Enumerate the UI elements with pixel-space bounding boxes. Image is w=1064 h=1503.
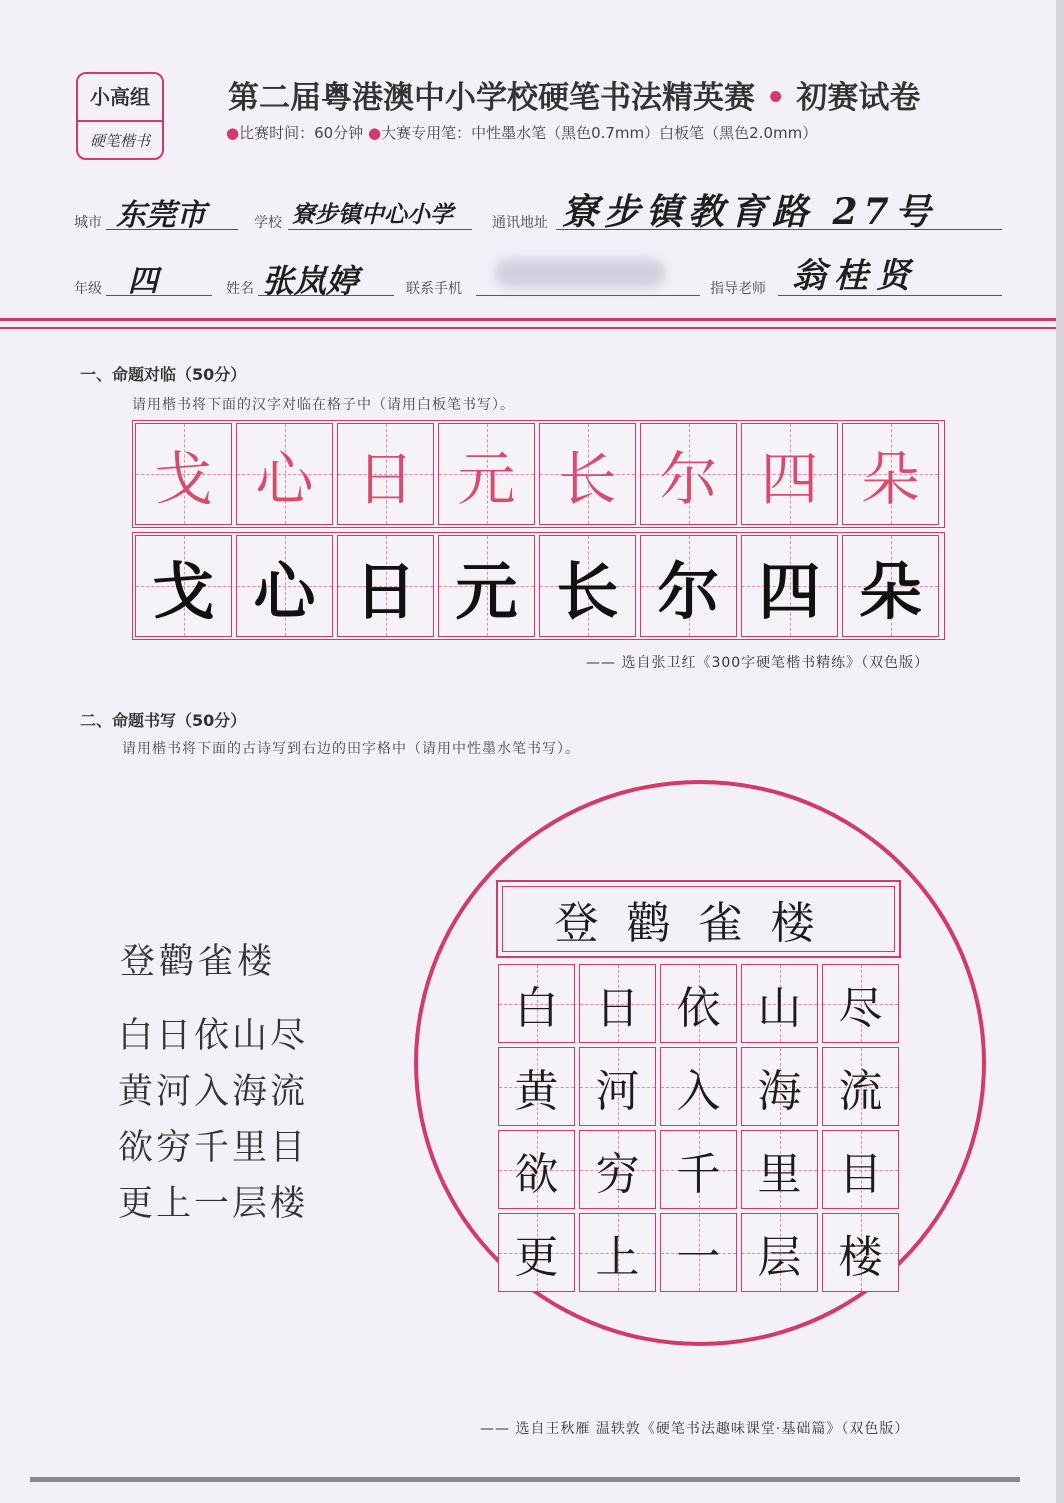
tianzige-cell[interactable] — [579, 1130, 656, 1209]
grid-character: 穷 — [595, 1148, 640, 1200]
grid-character: 四 — [760, 445, 819, 513]
grid-character: 山 — [757, 982, 802, 1034]
grid-character: 海 — [757, 1065, 802, 1117]
model-character-cell — [337, 423, 434, 525]
grid-character: 流 — [838, 1065, 883, 1117]
grid-character: 楼 — [838, 1231, 883, 1283]
tianzige-cell[interactable] — [822, 1130, 899, 1209]
grid-character: 层 — [757, 1231, 802, 1283]
name-label: 姓名 — [226, 281, 254, 297]
section2-instruction: 请用楷书将下面的古诗写到右边的田字格中（请用中性墨水笔书写）。 — [122, 741, 580, 757]
tianzige-cell[interactable] — [579, 1213, 656, 1292]
model-character-cell — [640, 423, 737, 525]
written-title-box[interactable] — [496, 880, 901, 958]
phone-underline — [476, 294, 700, 296]
tianzige-cell[interactable] — [498, 1130, 575, 1209]
written-title: 登鹳雀楼 — [502, 886, 895, 952]
practice-character-cell[interactable] — [842, 535, 939, 637]
tianzige-cell[interactable] — [660, 964, 737, 1043]
grid-character: 里 — [757, 1148, 802, 1200]
tianzige-cell[interactable] — [822, 1213, 899, 1292]
practice-character-cell[interactable] — [337, 535, 434, 637]
model-character-cell — [741, 423, 838, 525]
tianzige-cell[interactable] — [660, 1047, 737, 1126]
school-label: 学校 — [254, 215, 282, 231]
grid-character: 尽 — [838, 982, 883, 1034]
phone-label: 联系手机 — [406, 281, 462, 297]
grid-character: 尔 — [657, 554, 720, 628]
grid-character: 河 — [595, 1065, 640, 1117]
grid-character: 心 — [253, 554, 316, 628]
grid-character: 朵 — [861, 445, 920, 513]
grid-character: 朵 — [859, 554, 922, 628]
grade-underline — [106, 294, 212, 296]
grid-character: 心 — [255, 445, 314, 513]
poem-line: 黄河入海流 — [118, 1072, 309, 1112]
grid-character: 目 — [838, 1148, 883, 1200]
section1-heading: 一、命题对临（50分） — [80, 365, 247, 384]
poem-title: 登鹳雀楼 — [120, 942, 277, 982]
tianzige-cell[interactable] — [660, 1130, 737, 1209]
header-divider-thin — [0, 327, 1056, 329]
page-edge — [1056, 0, 1064, 1503]
grid-character: 日 — [354, 554, 417, 628]
address-field[interactable]: 寮步镇教育路 27号 — [562, 191, 937, 233]
grid-character: 一 — [676, 1231, 721, 1283]
poem-line: 欲穷千里目 — [118, 1128, 309, 1168]
grid-character: 四 — [758, 554, 821, 628]
city-field[interactable]: 东莞市 — [116, 198, 206, 233]
subtitle-bullet-1: ● — [226, 124, 240, 142]
practice-character-cell[interactable] — [438, 535, 535, 637]
grid-character: 长 — [556, 554, 619, 628]
grid-character: 元 — [455, 554, 518, 628]
practice-character-cell[interactable] — [539, 535, 636, 637]
tianzige-cell[interactable] — [741, 1130, 818, 1209]
subtitle-pen: 大赛专用笔：中性墨水笔（黑色0.7mm）白板笔（黑色2.0mm） — [381, 124, 818, 142]
grid-character: 日 — [595, 982, 640, 1034]
grid-character: 日 — [356, 445, 415, 513]
section2-heading: 二、命题书写（50分） — [80, 711, 247, 730]
tianzige-cell[interactable] — [741, 1213, 818, 1292]
grade-field[interactable]: 四 — [128, 264, 158, 299]
grid-character: 戈 — [154, 445, 213, 513]
tianzige-cell[interactable] — [741, 1047, 818, 1126]
model-character-cell — [539, 423, 636, 525]
badge-group-label: 小高组 — [90, 85, 150, 109]
tianzige-cell[interactable] — [660, 1213, 737, 1292]
footer-rule — [30, 1477, 1020, 1482]
paper-title — [228, 72, 920, 117]
grid-character: 更 — [514, 1231, 559, 1283]
grid-character: 欲 — [514, 1148, 559, 1200]
title-main: 第二届粤港澳中小学校硬笔书法精英赛 — [228, 80, 755, 116]
section2-credit: —— 选自王秋雁 温轶敦《硬笔书法趣味课堂·基础篇》（双色版） — [480, 1421, 910, 1437]
model-character-cell — [135, 423, 232, 525]
grid-character: 戈 — [152, 554, 215, 628]
section1-credit: —— 选自张卫红《300字硬笔楷书精练》（双色版） — [586, 655, 930, 671]
poem-line: 更上一层楼 — [118, 1184, 309, 1224]
teacher-label: 指导老师 — [710, 281, 766, 297]
tianzige-cell[interactable] — [498, 1213, 575, 1292]
group-badge — [76, 72, 164, 160]
title-dot: • — [765, 80, 786, 116]
grade-label: 年级 — [74, 281, 102, 297]
grid-character: 长 — [558, 445, 617, 513]
subtitle-bullet-2: ● — [367, 124, 382, 142]
poem-line: 白日依山尽 — [118, 1016, 309, 1056]
tianzige-cell[interactable] — [498, 964, 575, 1043]
grid-character: 元 — [457, 445, 516, 513]
model-character-cell — [438, 423, 535, 525]
city-label: 城市 — [74, 215, 102, 231]
phone-field-redacted[interactable] — [494, 258, 666, 288]
grid-character: 依 — [676, 982, 721, 1034]
grid-character: 千 — [676, 1148, 721, 1200]
tianzige-cell[interactable] — [579, 964, 656, 1043]
name-field[interactable]: 张岚婷 — [262, 262, 359, 300]
practice-character-cell[interactable] — [135, 535, 232, 637]
badge-divider — [78, 120, 162, 122]
model-character-cell — [842, 423, 939, 525]
tianzige-cell[interactable] — [822, 964, 899, 1043]
school-field[interactable]: 寮步镇中心小学 — [292, 201, 453, 228]
grid-character: 尔 — [659, 445, 718, 513]
teacher-field[interactable]: 翁桂贤 — [792, 256, 918, 296]
tianzige-cell[interactable] — [741, 964, 818, 1043]
tianzige-cell[interactable] — [498, 1047, 575, 1126]
address-label: 通讯地址 — [492, 215, 548, 231]
paper-subtitle — [226, 122, 817, 143]
grid-character: 上 — [595, 1231, 640, 1283]
grid-character: 黄 — [514, 1065, 559, 1117]
header-divider-thick — [0, 318, 1056, 321]
title-tail: 初赛试卷 — [796, 80, 921, 116]
model-character-cell — [236, 423, 333, 525]
tianzige-cell[interactable] — [822, 1047, 899, 1126]
grid-character: 白 — [514, 982, 559, 1034]
practice-character-cell[interactable] — [640, 535, 737, 637]
grid-character: 入 — [676, 1065, 721, 1117]
subtitle-time: 比赛时间：60分钟 — [239, 124, 364, 142]
practice-character-cell[interactable] — [741, 535, 838, 637]
tianzige-cell[interactable] — [579, 1047, 656, 1126]
section1-instruction: 请用楷书将下面的汉字对临在格子中（请用白板笔书写）。 — [132, 397, 515, 413]
badge-category-label: 硬笔楷书 — [89, 132, 150, 150]
practice-character-cell[interactable] — [236, 535, 333, 637]
